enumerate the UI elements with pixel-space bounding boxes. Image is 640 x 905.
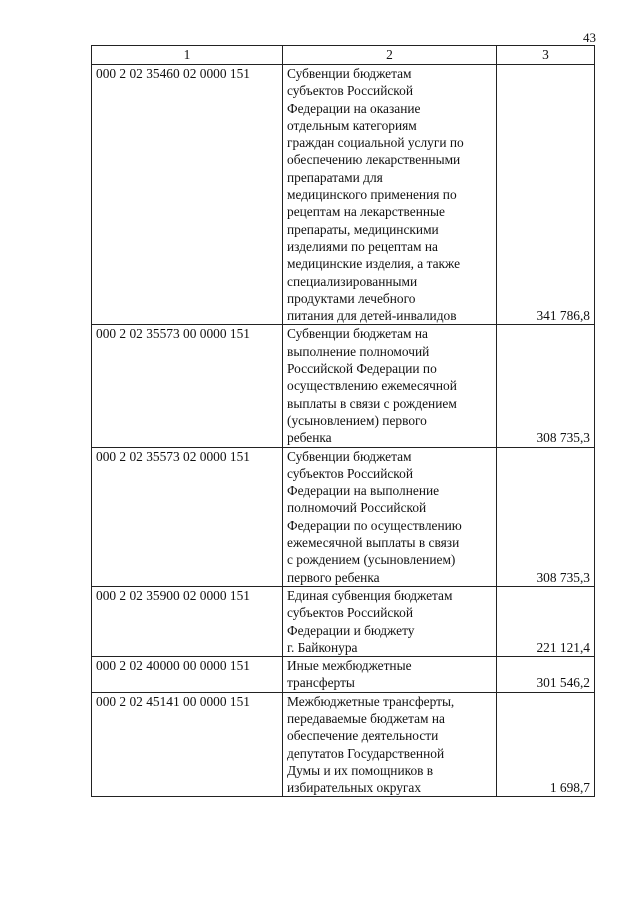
description-line: субъектов Российской	[287, 465, 413, 481]
description-line: субъектов Российской	[287, 83, 413, 99]
description-line: Субвенции бюджетам на	[287, 326, 428, 342]
table-row	[92, 586, 595, 656]
budget-code-cell: 000 2 02 35573 02 0000 151	[92, 447, 283, 586]
amount-cell: 308 735,3	[497, 447, 595, 586]
description-line: медицинские изделия, а также	[287, 256, 461, 272]
budget-code-cell: 000 2 02 45141 00 0000 151	[92, 692, 283, 797]
table-row	[92, 447, 595, 586]
amount-cell: 308 735,3	[497, 325, 595, 447]
description-line: Федерации и бюджету	[287, 622, 415, 638]
budget-code-cell: 000 2 02 35900 02 0000 151	[92, 586, 283, 656]
amount-cell: 221 121,4	[497, 586, 595, 656]
description-line: медицинского применения по	[287, 187, 457, 203]
description-line: питания для детей-инвалидов	[287, 308, 457, 324]
description-line: продуктами лечебного	[287, 290, 416, 306]
description-cell	[283, 447, 497, 586]
description-line: специализированными	[287, 273, 418, 289]
table-row	[92, 325, 595, 447]
budget-code-cell: 000 2 02 35460 02 0000 151	[92, 65, 283, 325]
description-line: трансферты	[287, 675, 355, 691]
description-line: первого ребенка	[287, 569, 380, 585]
amount-cell: 341 786,8	[497, 65, 595, 325]
description-line: препаратами для	[287, 169, 383, 185]
description-line: осуществлению ежемесячной	[287, 378, 457, 394]
description-line: Российской Федерации по	[287, 361, 437, 377]
description-line: (усыновлением) первого	[287, 412, 427, 428]
description-line: изделиями по рецептам на	[287, 238, 438, 254]
description-line: препараты, медицинскими	[287, 221, 439, 237]
description-line: обеспечению лекарственными	[287, 152, 461, 168]
description-cell	[283, 586, 497, 656]
header-row	[92, 46, 595, 65]
amount-cell: 1 698,7	[497, 692, 595, 797]
description-line: Федерации на выполнение	[287, 483, 440, 499]
table-row	[92, 657, 595, 693]
table-row	[92, 692, 595, 797]
description-line: Федерации на оказание	[287, 100, 421, 116]
description-line: субъектов Российской	[287, 605, 413, 621]
description-line: г. Байконура	[287, 639, 358, 655]
description-line: с рождением (усыновлением)	[287, 552, 456, 568]
description-line: отдельным категориям	[287, 117, 417, 133]
description-line: граждан социальной услуги по	[287, 135, 464, 151]
description-line: обеспечение деятельности	[287, 728, 439, 744]
description-line: выполнение полномочий	[287, 343, 430, 359]
amount-cell: 301 546,2	[497, 657, 595, 693]
page-number: 43	[583, 30, 596, 45]
description-line: Единая субвенция бюджетам	[287, 587, 453, 603]
description-line: избирательных округах	[287, 780, 422, 796]
description-line: ребенка	[287, 430, 332, 446]
description-cell	[283, 65, 497, 325]
column-header-amount: 3	[497, 46, 595, 65]
description-cell	[283, 657, 497, 693]
description-line: Субвенции бюджетам	[287, 66, 412, 81]
budget-code-cell: 000 2 02 35573 00 0000 151	[92, 325, 283, 447]
table-body	[92, 65, 595, 797]
description-cell	[283, 692, 497, 797]
description-line: передаваемые бюджетам на	[287, 710, 445, 726]
column-header-name: 2	[283, 46, 497, 65]
column-header-code: 1	[92, 46, 283, 65]
description-line: Субвенции бюджетам	[287, 448, 412, 464]
table-row	[92, 65, 595, 325]
description-cell	[283, 325, 497, 447]
description-line: ежемесячной выплаты в связи	[287, 535, 460, 551]
description-line: Межбюджетные трансферты,	[287, 693, 455, 709]
description-line: рецептам на лекарственные	[287, 204, 445, 220]
description-line: депутатов Государственной	[287, 745, 445, 761]
description-line: Думы и их помощников в	[287, 762, 434, 778]
description-line: Иные межбюджетные	[287, 658, 412, 674]
description-line: Федерации по осуществлению	[287, 517, 462, 533]
budget-code-cell: 000 2 02 40000 00 0000 151	[92, 657, 283, 693]
description-line: полномочий Российской	[287, 500, 427, 516]
budget-table	[91, 45, 595, 797]
description-line: выплаты в связи с рождением	[287, 395, 457, 411]
